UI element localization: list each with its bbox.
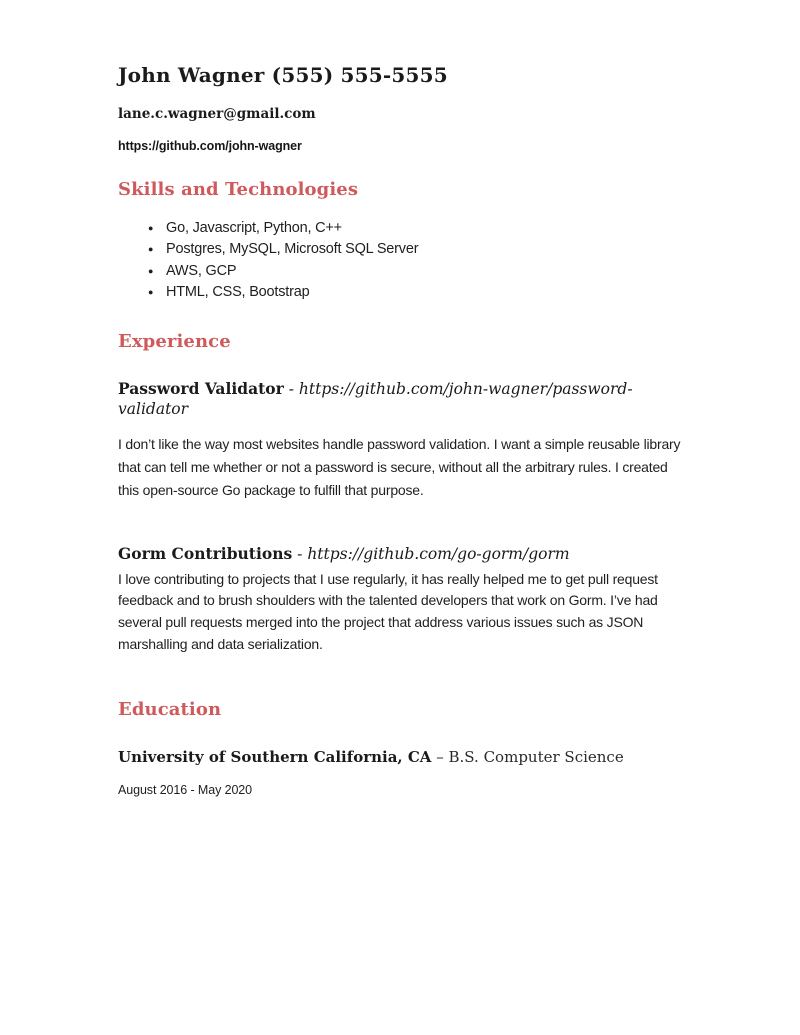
experience-heading: Experience xyxy=(118,330,231,352)
education-dates: August 2016 - May 2020 xyxy=(118,782,253,797)
experience-entry-description: I don’t like the way most websites handle password validation. I want a simple reusable library that can tell me whether or not a password is secure, without all the arbitrary rules. I created this open-source Go package to fulfill that purpose. xyxy=(118,436,681,499)
skills-heading: Skills and Technologies xyxy=(118,179,359,201)
github-profile-link[interactable]: https://github.com/john-wagner xyxy=(118,139,302,154)
skill-item: ● AWS, GCP xyxy=(148,261,688,283)
separator-dash: - xyxy=(288,380,294,399)
separator-dash: - xyxy=(297,545,303,564)
skill-item: ● Postgres, MySQL, Microsoft SQL Server xyxy=(148,239,688,261)
education-degree: B.S. Computer Science xyxy=(448,747,624,766)
education-heading: Education xyxy=(118,699,222,721)
skill-item: ● HTML, CSS, Bootstrap xyxy=(148,282,688,304)
experience-entry-title: Gorm Contributions xyxy=(118,544,293,564)
experience-entry-link[interactable]: https://github.com/go-gorm/gorm xyxy=(307,545,570,564)
experience-entry-title-line xyxy=(118,379,688,419)
email-text: lane.c.wagner@gmail.com xyxy=(118,106,316,122)
skill-item: ● Go, Javascript, Python, C++ xyxy=(148,218,688,240)
experience-entry xyxy=(118,544,688,655)
separator-dash: – xyxy=(436,747,444,766)
experience-entry-link[interactable]: https://github.com/john-wagner/password-validator xyxy=(118,380,633,418)
name-phone: John Wagner (555) 555-5555 xyxy=(118,63,448,87)
education-school: University of Southern California, CA xyxy=(118,747,432,766)
experience-entry xyxy=(118,379,688,502)
education-entry xyxy=(118,748,688,767)
experience-entry-title: Password Validator xyxy=(118,379,284,399)
experience-entry-description: I love contributing to projects that I use regularly, it has really helped me to get pull request feedback and to brush shoulders with the talented developers that work on Gorm. I’ve had several pull requests merged into the project that address various issues such as JSON marshalling and data serialization. xyxy=(118,570,658,652)
skills-list xyxy=(118,218,688,304)
experience-entry-title-line xyxy=(118,544,688,564)
